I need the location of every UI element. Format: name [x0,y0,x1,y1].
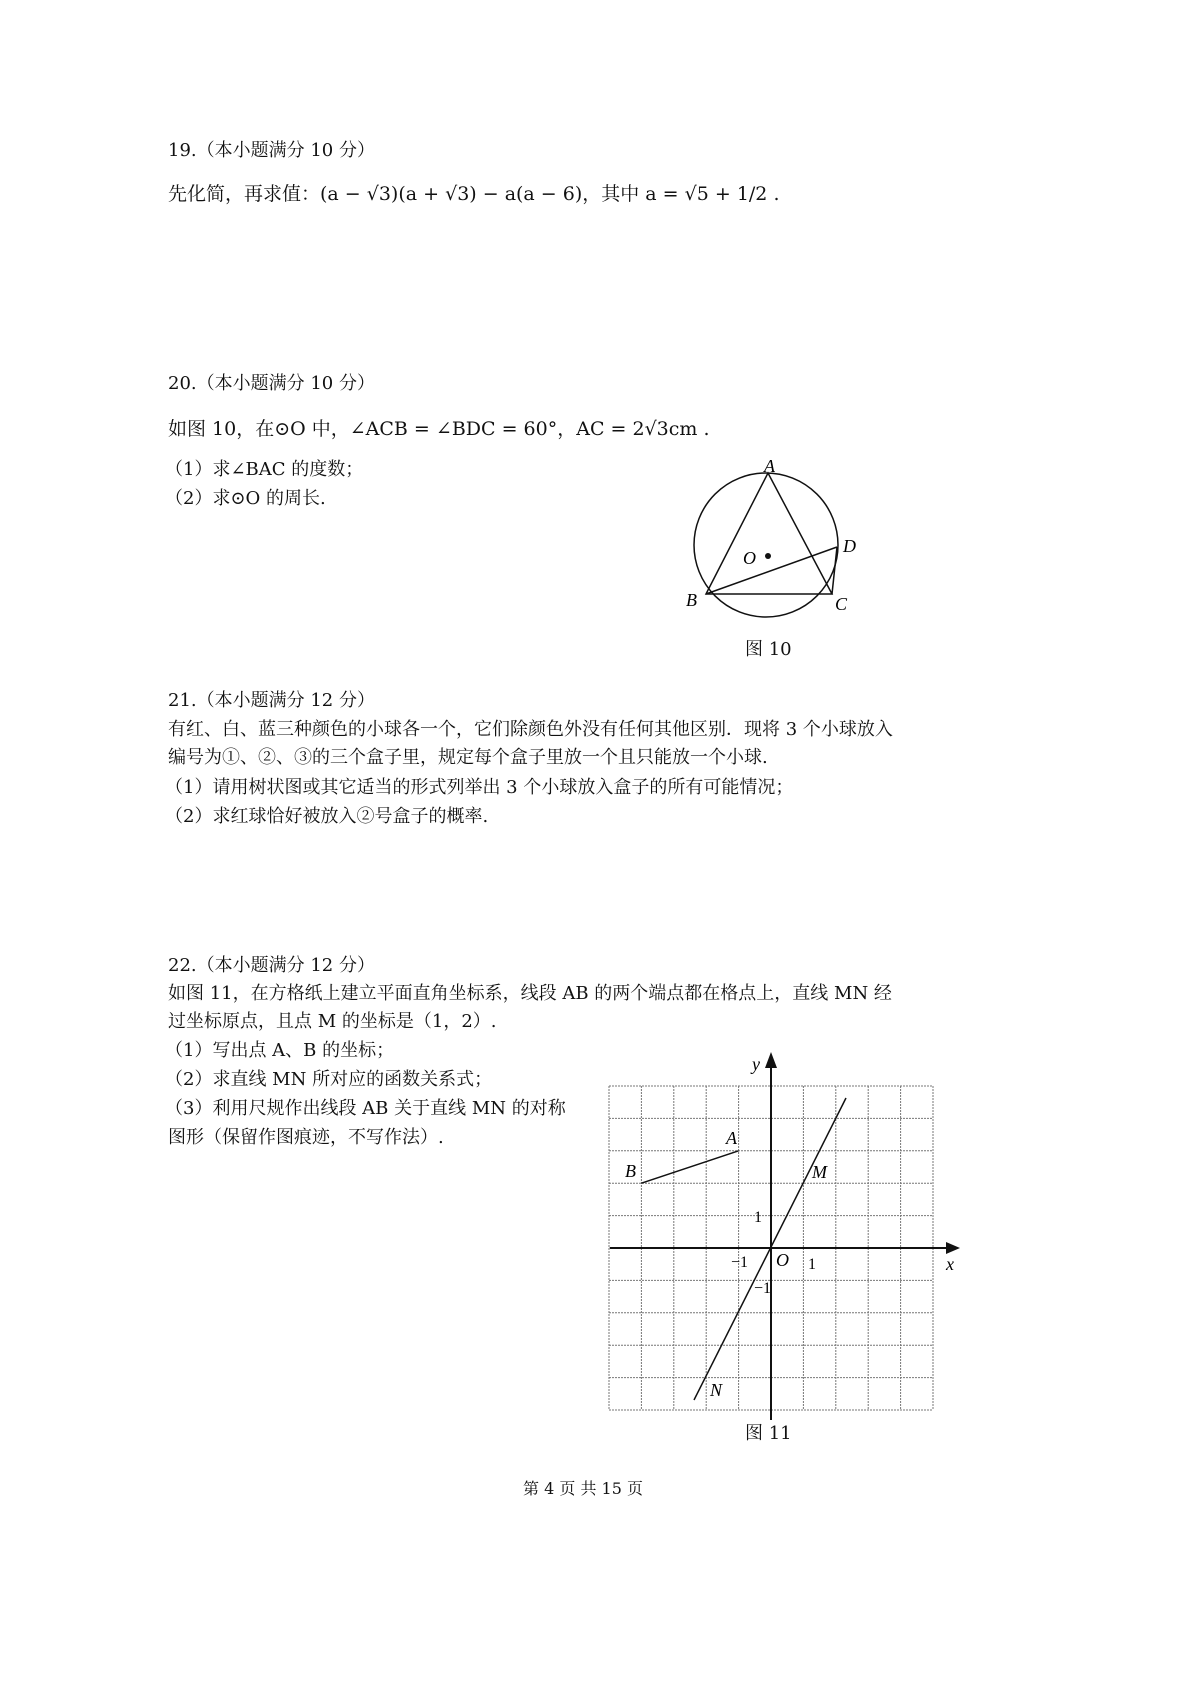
page-footer: 第 4 页 共 15 页 [523,1479,643,1498]
q19-header: 19.（本小题满分 10 分） [168,140,375,161]
q20-header: 20.（本小题满分 10 分） [168,373,375,394]
figure-10-circle [680,460,870,630]
x-axis-arrow-icon [946,1242,960,1254]
figure-10-caption: 图 10 [745,639,792,660]
tick-x-pos: 1 [808,1256,816,1273]
q20-sub1: （1）求∠BAC 的度数； [165,459,364,480]
q22-sub1: （1）写出点 A、B 的坐标； [165,1040,395,1061]
q21-header: 21.（本小题满分 12 分） [168,690,375,711]
q22-sub3: （3）利用尺规作出线段 AB 关于直线 MN 的对称 [165,1098,566,1119]
segment-AB [641,1151,738,1183]
x-axis-label: x [946,1254,954,1274]
label-A: A [726,1128,737,1148]
tick-y-pos: 1 [754,1209,762,1226]
q21-sub2: （2）求红球恰好被放入②号盒子的概率. [165,806,489,827]
figure-11-grid [590,1050,980,1420]
tick-y-neg: −1 [754,1280,772,1297]
q20-sub2: （2）求⊙O 的周长. [165,488,326,509]
q22-line2: 过坐标原点，且点 M 的坐标是（1，2）. [168,1011,497,1032]
y-axis-arrow-icon [765,1052,777,1068]
tick-x-neg: −1 [731,1254,749,1271]
q21-line1: 有红、白、蓝三种颜色的小球各一个，它们除颜色外没有任何其他区别．现将 3 个小球放入 [168,719,893,740]
q22-sub3b: 图形（保留作图痕迹，不写作法）. [168,1127,444,1148]
q20-text: 如图 10，在⊙O 中，∠ACB = ∠BDC = 60°，AC = 2√3cm . [168,418,710,440]
figure-11-caption: 图 11 [745,1423,792,1444]
label-O: O [743,548,756,568]
label-D: D [843,536,856,556]
q21-line2: 编号为①、②、③的三个盒子里，规定每个盒子里放一个且只能放一个小球. [168,747,768,768]
q19-text: 先化简，再求值：(a − √3)(a + √3) − a(a − 6)，其中 a = √5 + 1/2 . [168,183,780,205]
q22-line1: 如图 11，在方格纸上建立平面直角坐标系，线段 AB 的两个端点都在格点上，直线 MN 经 [168,983,892,1004]
label-N: N [710,1380,723,1400]
q22-sub2: （2）求直线 MN 所对应的函数关系式； [165,1069,493,1090]
label-C: C [835,594,848,614]
label-A: A [764,460,775,476]
origin-label: O [776,1250,789,1270]
label-B: B [625,1161,636,1181]
label-M: M [812,1162,827,1182]
q21-sub1: （1）请用树状图或其它适当的形式列举出 3 个小球放入盒子的所有可能情况； [165,777,794,798]
q22-header: 22.（本小题满分 12 分） [168,955,375,976]
label-B: B [686,590,697,610]
y-axis-label: y [752,1054,760,1074]
